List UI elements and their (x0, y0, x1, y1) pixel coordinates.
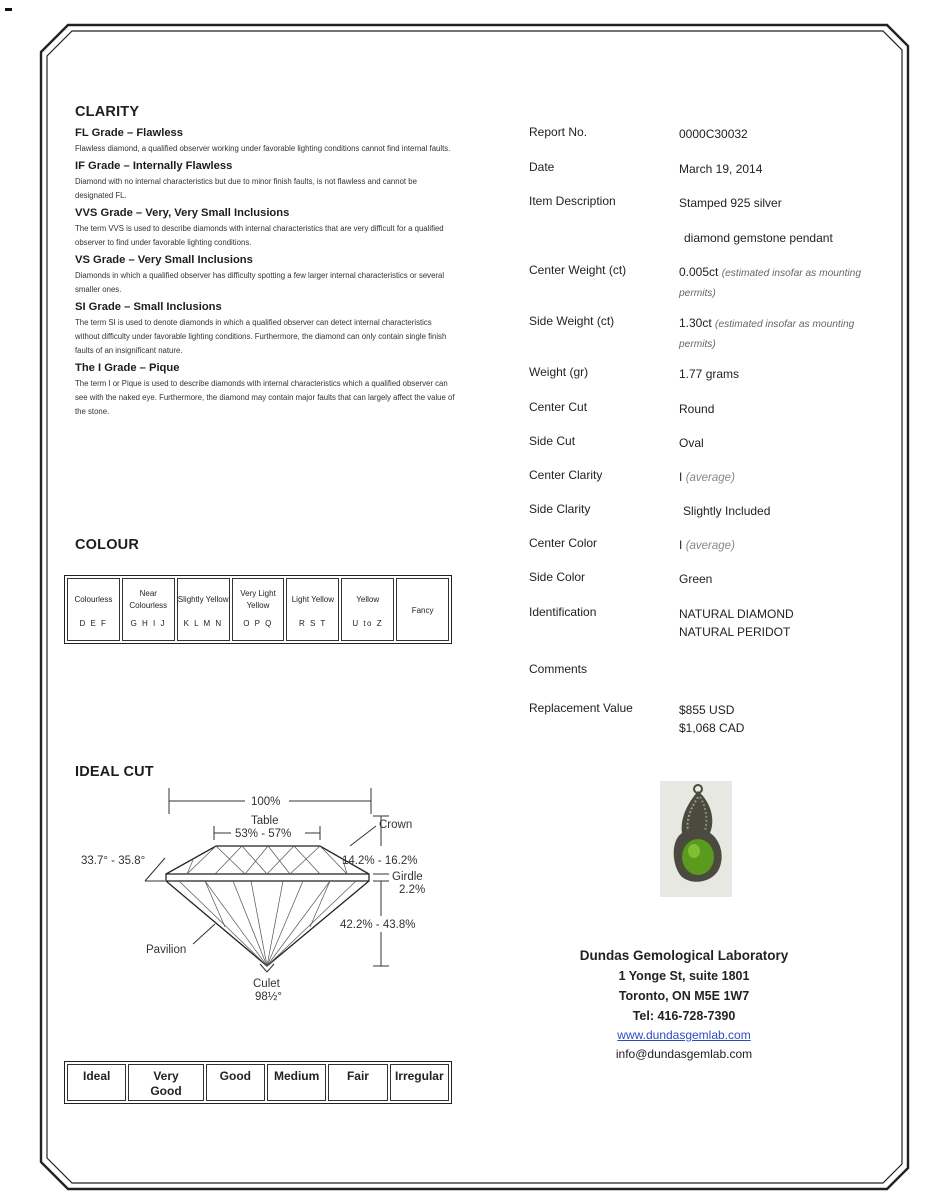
colour-grades: G H I J (130, 619, 166, 628)
pavilion-depth-label: 42.2% - 43.8% (340, 919, 416, 931)
grade-description: Flawless diamond, a qualified observer working under favorable lighting conditions cannot find internal faults. (75, 144, 451, 153)
colour-name: Slightly Yellow (177, 595, 229, 604)
replacement-value-cad: $1,068 CAD (679, 721, 745, 735)
culet-value: 98½° (255, 991, 282, 1003)
grade-description: The term VVS is used to describe diamonds with internal characteristics that are very difficult for a qualified observer to find under favorable lighting conditions. (75, 224, 444, 247)
clarity-grade-i (75, 362, 455, 419)
scan-mark (5, 8, 12, 11)
replacement-value (679, 701, 869, 737)
side-clarity-value: Slightly Included (683, 504, 771, 518)
field-label: Center Color (529, 536, 598, 550)
colour-cell-very-light-yellow (232, 578, 285, 641)
colour-name: Yellow (356, 595, 380, 604)
ideal-cut-title: IDEAL CUT (75, 764, 154, 780)
clarity-grade-if (75, 160, 455, 203)
colour-cell-light-yellow (286, 578, 339, 641)
field-label: Center Weight (ct) (529, 263, 627, 277)
field-label: Date (529, 160, 555, 174)
report-date: March 19, 2014 (679, 162, 763, 176)
side-cut-value: Oval (679, 436, 704, 450)
lab-address-line1: 1 Yonge St, suite 1801 (618, 969, 750, 983)
center-clarity-note: (average) (685, 472, 735, 484)
center-cut-value: Round (679, 402, 715, 416)
grade-name: VS Grade – Very Small Inclusions (75, 254, 253, 266)
crown-pointer (350, 826, 376, 846)
identification-line2: NATURAL PERIDOT (679, 625, 791, 639)
clarity-grade-vvs (75, 207, 455, 250)
field-label: Side Clarity (529, 502, 591, 516)
clarity-grades (75, 127, 455, 423)
colour-cell-slightly-yellow (177, 578, 230, 641)
field-label: Center Clarity (529, 468, 603, 482)
grade-description: Diamonds in which a qualified observer has difficulty spotting a few larger internal characteristics or several smaller ones. (75, 271, 445, 294)
grade-name: SI Grade – Small Inclusions (75, 301, 222, 313)
side-weight: 1.30ct (679, 316, 712, 330)
item-description-line2: diamond gemstone pendant (684, 231, 833, 245)
side-weight-note: (estimated insofar as mounting permits) (679, 319, 855, 350)
grade-description: The term SI is used to denote diamonds in which a qualified observer can detect internal characteristics without difficulty under favorable lighting conditions. Furthermore, the diamond can only contain single finish faults of an insignificant nature. (75, 318, 447, 355)
lab-name: Dundas Gemological Laboratory (579, 948, 789, 963)
cut-grade-irregular: Irregular (390, 1064, 449, 1101)
clarity-grade-si (75, 301, 455, 358)
colour-grades: U to Z (352, 619, 384, 628)
field-label: Center Cut (529, 400, 588, 414)
identification-line1: NATURAL DIAMOND (679, 607, 794, 621)
diamond-proportions-diagram (75, 782, 455, 1012)
girdle-value: 2.2% (399, 884, 426, 896)
center-clarity-value (679, 468, 869, 487)
side-weight-value (679, 314, 869, 354)
field-label: Item Description (529, 194, 616, 208)
colour-grades: R S T (298, 619, 327, 628)
cut-grade-ideal: Ideal (67, 1064, 126, 1101)
crown-angle-label: 33.7° - 35.8° (81, 855, 146, 867)
crown-angle-line (145, 858, 165, 881)
pendant-photo (660, 781, 732, 897)
center-clarity: I (679, 470, 683, 484)
center-weight-note: (estimated insofar as mounting permits) (679, 268, 862, 299)
lab-info (560, 946, 808, 1064)
colour-name: Near Colourless (129, 589, 168, 610)
colour-grades: O P Q (243, 619, 273, 628)
grade-name: IF Grade – Internally Flawless (75, 160, 233, 172)
colour-scale-table (64, 575, 452, 644)
colour-cell-colourless (67, 578, 120, 641)
center-weight: 0.005ct (679, 265, 719, 279)
field-label: Side Weight (ct) (529, 314, 615, 328)
center-color-note: (average) (685, 540, 735, 552)
center-color: I (679, 538, 683, 552)
field-label: Comments (529, 662, 588, 676)
identification-value (679, 605, 869, 641)
colour-name: Colourless (74, 595, 113, 604)
cut-grade-good: Good (206, 1064, 265, 1101)
item-description-line1: Stamped 925 silver (679, 196, 782, 210)
diamond-facets (179, 846, 356, 966)
replacement-value-usd: $855 USD (679, 703, 735, 717)
pavilion-pointer (193, 924, 215, 944)
field-label: Side Color (529, 570, 586, 584)
diamond-profile (166, 846, 369, 966)
pavilion-label: Pavilion (146, 944, 187, 956)
field-label: Side Cut (529, 434, 576, 448)
clarity-grade-fl (75, 127, 455, 156)
colour-grades: K L M N (183, 619, 223, 628)
colour-name: Fancy (411, 606, 434, 615)
weight-value: 1.77 grams (679, 367, 740, 381)
field-label: Replacement Value (529, 701, 633, 715)
colour-title: COLOUR (75, 537, 140, 553)
total-width-label: 100% (251, 796, 281, 808)
peridot-gem (682, 839, 714, 875)
lab-website-link[interactable]: www.dundasgemlab.com (617, 1028, 751, 1042)
lab-address-line2: Toronto, ON M5E 1W7 (618, 989, 750, 1003)
center-color-value (679, 536, 869, 555)
crown-label: Crown (379, 819, 413, 831)
diamond-outline (166, 846, 369, 966)
lab-phone: Tel: 416-728-7390 (632, 1009, 736, 1023)
colour-cell-yellow (341, 578, 394, 641)
cut-grade-table (64, 1061, 452, 1104)
cut-grade-fair: Fair (328, 1064, 387, 1101)
table-range: 53% - 57% (235, 828, 292, 840)
girdle-label: Girdle (392, 871, 423, 883)
cut-grade-very-good: Very Good (128, 1064, 203, 1101)
field-label: Report No. (529, 125, 588, 139)
colour-name: Light Yellow (291, 595, 334, 604)
side-color-value: Green (679, 572, 713, 586)
clarity-title: CLARITY (75, 104, 140, 120)
center-weight-value (679, 263, 869, 303)
field-label: Weight (gr) (529, 365, 589, 379)
lab-email[interactable]: info@dundasgemlab.com (615, 1047, 753, 1061)
clarity-grade-vs (75, 254, 455, 297)
cut-grade-medium: Medium (267, 1064, 326, 1101)
colour-cell-fancy (396, 578, 449, 641)
culet-label: Culet (253, 978, 280, 990)
report-number: 0000C30032 (679, 127, 748, 141)
grade-description: Diamond with no internal characteristics but due to minor finish faults, is not flawless and cannot be designated FL. (75, 177, 417, 200)
field-label: Identification (529, 605, 597, 619)
table-label: Table (251, 815, 279, 827)
colour-cell-near-colourless (122, 578, 175, 641)
grade-name: The I Grade – Pique (75, 362, 180, 374)
grade-description: The term I or Pique is used to describe diamonds with internal characteristics which a qualified observer can see with the naked eye. Furthermore, the diamond may contain major faults that can largely affect the value of the stone. (75, 379, 455, 416)
colour-name: Very Light Yellow (240, 589, 276, 610)
colour-grades: D E F (79, 619, 108, 628)
grade-name: VVS Grade – Very, Very Small Inclusions (75, 207, 290, 219)
grade-name: FL Grade – Flawless (75, 127, 183, 139)
crown-height-label: 14.2% - 16.2% (342, 855, 418, 867)
